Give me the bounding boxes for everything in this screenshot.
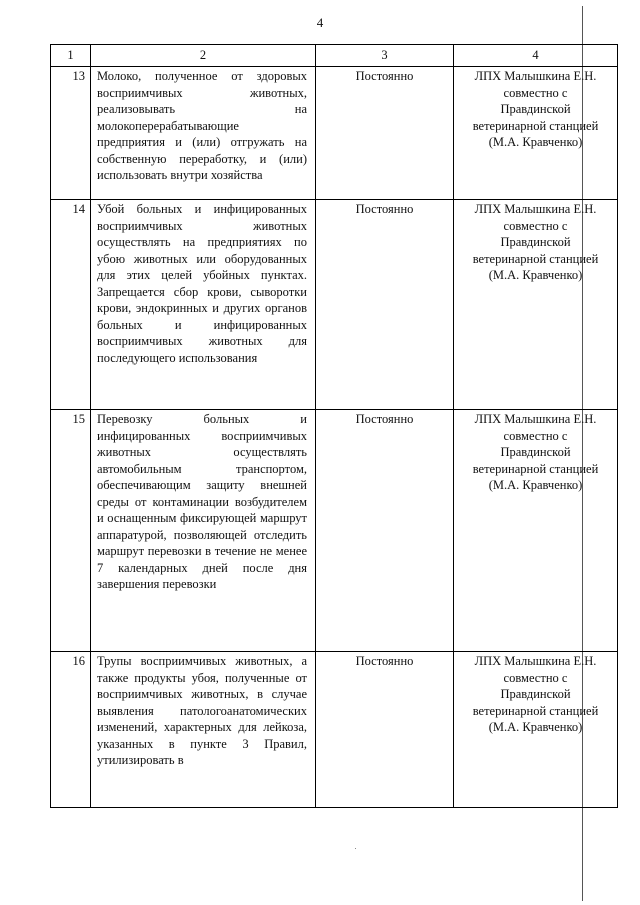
- row-number: 16: [51, 652, 91, 808]
- measure-text: Трупы восприимчивых животных, а также продукты убоя, полученные от восприимчивых животных, в случае выявления патологоанатомических изменений, характерных для лейкоза, указанных в пункте 3 Правил, утилизировать в: [91, 652, 316, 808]
- row-number: 15: [51, 410, 91, 652]
- responsible-line: ЛПХ Малышкина Е.Н.: [474, 654, 597, 668]
- responsible-line: (М.А. Кравченко): [488, 478, 583, 492]
- responsible-line: ЛПХ Малышкина Е.Н.: [474, 202, 597, 216]
- responsible-line: (М.А. Кравченко): [488, 268, 583, 282]
- table-row: [51, 200, 618, 410]
- row-number: 14: [51, 200, 91, 410]
- responsible-line: ветеринарной станцией: [472, 118, 599, 133]
- measure-text: Убой больных и инфицированных восприимчивых животных осуществлять на предприятиях по убою животных или оборудованных для этих целей убойных пунктах. Запрещается сбор крови, сыворотки крови, эндокринных и других органов больных и инфицированных восприимчивых животных для последующего использования: [91, 200, 316, 410]
- term-cell: Постоянно: [316, 410, 454, 652]
- header-cell-1: 1: [51, 45, 91, 67]
- page-number: 4: [316, 15, 324, 30]
- responsible-line: ветеринарной станцией: [472, 251, 599, 266]
- table-row: [51, 652, 618, 808]
- term-cell: Постоянно: [316, 200, 454, 410]
- responsible-line: Правдинской: [500, 445, 571, 459]
- scan-speck: [355, 848, 356, 849]
- table-row: [51, 410, 618, 652]
- responsible-line: Правдинской: [500, 687, 571, 701]
- responsible-line: (М.А. Кравченко): [488, 135, 583, 149]
- measure-text: Молоко, полученное от здоровых восприимчивых животных, реализовывать на молокоперерабатывающие предприятия и (или) отгружать на собственную переработку, и (или) использовать внутри хозяйства: [91, 67, 316, 200]
- responsible-line: совместно с: [503, 218, 568, 233]
- header-cell-3: 3: [316, 45, 454, 67]
- responsible-line: совместно с: [503, 670, 568, 685]
- responsible-cell: [454, 410, 618, 652]
- responsible-line: Правдинской: [500, 235, 571, 249]
- responsible-line: ЛПХ Малышкина Е.Н.: [474, 69, 597, 83]
- responsible-line: ветеринарной станцией: [472, 461, 599, 476]
- responsible-line: (М.А. Кравченко): [488, 720, 583, 734]
- responsible-cell: [454, 652, 618, 808]
- header-cell-4: 4: [454, 45, 618, 67]
- responsible-cell: [454, 67, 618, 200]
- responsible-line: совместно с: [503, 428, 568, 443]
- responsible-line: ЛПХ Малышкина Е.Н.: [474, 412, 597, 426]
- measure-text: Перевозку больных и инфицированных восприимчивых животных осуществлять автомобильным транспортом, обеспечивающим защиту внешней среды от контаминации возбудителем и оснащенным фиксирующей маршрут аппаратурой, позволяющей отследить маршрут перевозки в течение не менее 7 календарных дней после дня завершения перевозки: [91, 410, 316, 652]
- responsible-line: Правдинской: [500, 102, 571, 116]
- responsible-line: совместно с: [503, 85, 568, 100]
- measures-table: [50, 44, 618, 808]
- term-cell: Постоянно: [316, 652, 454, 808]
- header-cell-2: 2: [91, 45, 316, 67]
- responsible-cell: [454, 200, 618, 410]
- responsible-line: ветеринарной станцией: [472, 703, 599, 718]
- term-cell: Постоянно: [316, 67, 454, 200]
- row-number: 13: [51, 67, 91, 200]
- table-header-row: [51, 45, 618, 67]
- table-row: [51, 67, 618, 200]
